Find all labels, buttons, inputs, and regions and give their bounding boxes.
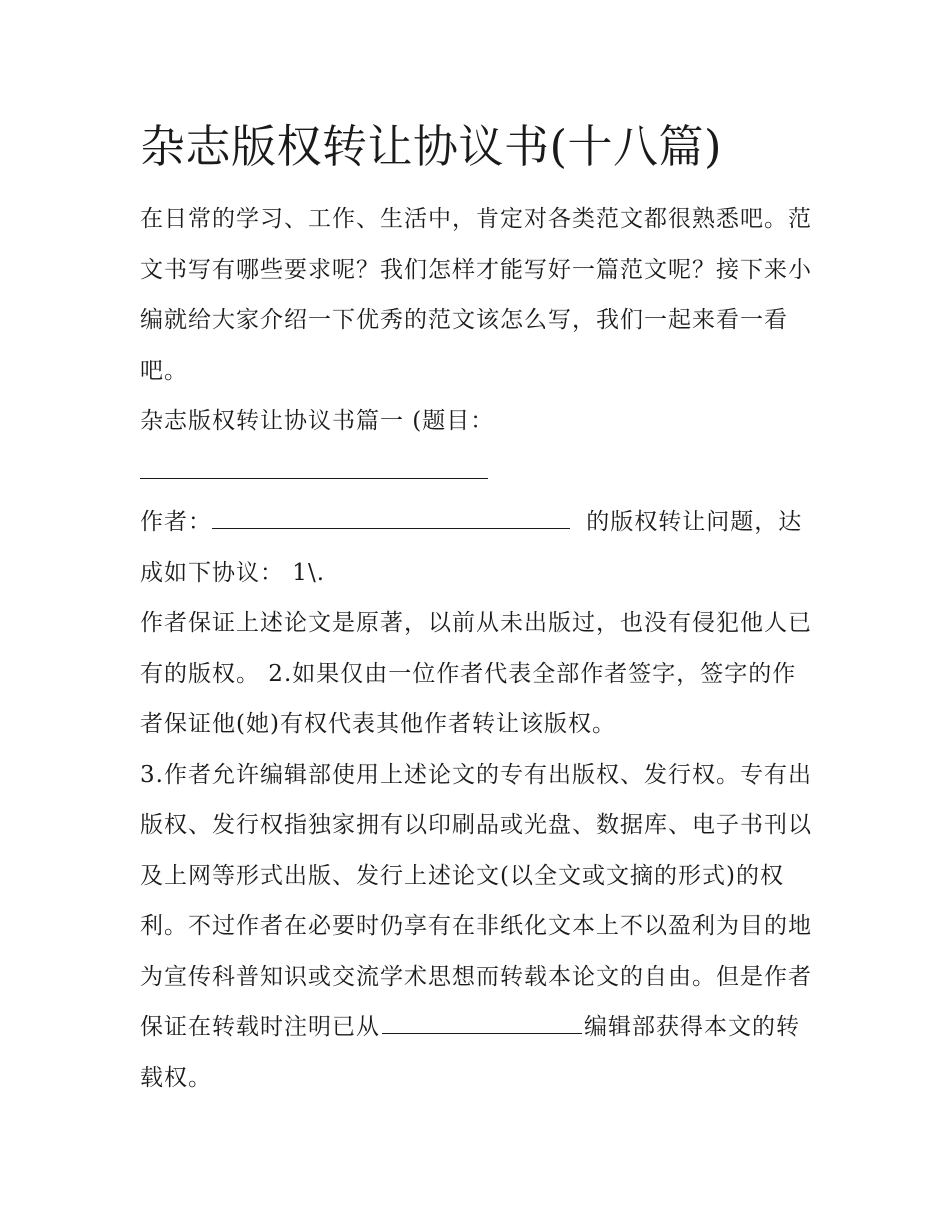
section-heading: 杂志版权转让协议书篇一 (题目： bbox=[140, 408, 495, 434]
author-blank bbox=[212, 500, 570, 529]
intro-paragraph: 在日常的学习、工作、生活中，肯定对各类范文都很熟悉吧。范文书写有哪些要求呢？我们怎样才能写好一篇范文呢？接下来小编就给大家介绍一下优秀的范文该怎么写，我们一起来看一看吧。 bbox=[140, 206, 812, 384]
document-body bbox=[140, 112, 820, 1103]
clause-3-paragraph bbox=[140, 750, 820, 1104]
author-suffix: 的版权转让问题，达成如下协议： 1\. bbox=[140, 509, 803, 586]
editorial-dept-blank bbox=[382, 1005, 582, 1034]
clause-1-paragraph: 作者保证上述论文是原著，以前从未出版过，也没有侵犯他人已有的版权。 2.如果仅由一位作者代表全部作者签字，签字的作者保证他(她)有权代表其他作者转让该版权。 bbox=[140, 610, 812, 737]
title-blank bbox=[140, 450, 488, 479]
document-title: 杂志版权转让协议书(十八篇) bbox=[140, 120, 723, 173]
clause-3-ending: 编辑部获得本文的转载权。 bbox=[140, 1014, 800, 1091]
author-paragraph bbox=[140, 497, 820, 598]
title-blank-line bbox=[140, 447, 820, 498]
author-label: 作者： bbox=[140, 509, 212, 535]
clause-3-text: 3.作者允许编辑部使用上述论文的专有出版权、发行权。专有出版权、发行权指独家拥有以印刷品或光盘、数据库、电子书刊以及上网等形式出版、发行上述论文(以全文或文摘的形式)的权利。不过作者在必要时仍享有在非纸化文本上不以盈利为目的地为宣传科普知识或交流学术思想而转载本论文的自由。但是作者保证在转载时注明已从 bbox=[140, 761, 812, 1040]
